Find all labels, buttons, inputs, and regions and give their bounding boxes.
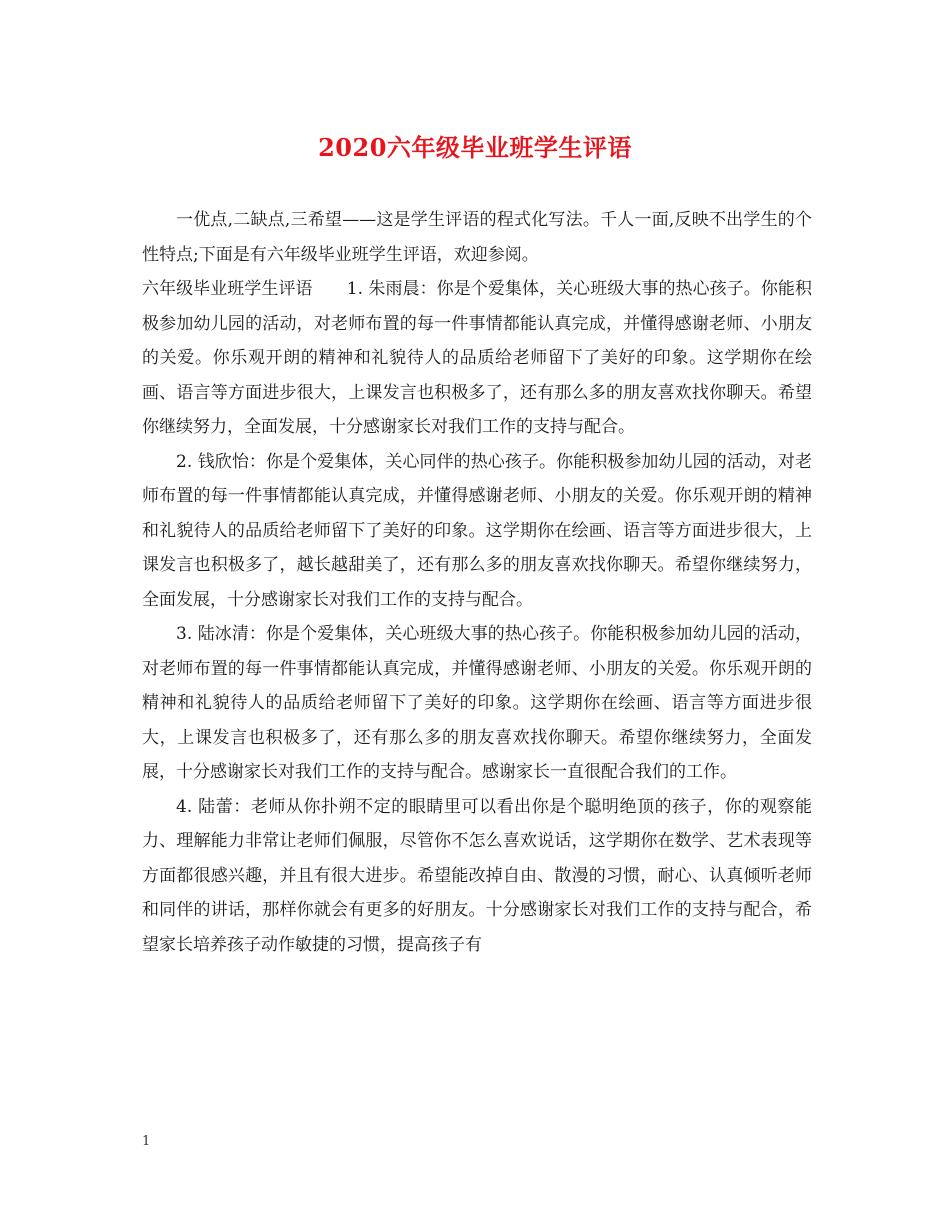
document-body [142,203,812,962]
page-number: 1 [142,1134,151,1149]
comment-paragraph-1: 六年级毕业班学生评语 1. 朱雨晨：你是个爱集体，关心班级大事的热心孩子。你能积极参加幼儿园的活动，对老师布置的每一件事情都能认真完成，并懂得感谢老师、小朋友的关爱。你乐观开朗的精神和礼貌待人的品质给老师留下了美好的印象。这学期你在绘画、语言等方面进步很大，上课发言也积极多了，还有那么多的朋友喜欢找你聊天。希望你继续努力，全面发展，十分感谢家长对我们工作的支持与配合。 [142,279,812,437]
intro-paragraph: 一优点,二缺点,三希望——这是学生评语的程式化写法。千人一面,反映不出学生的个性特点;下面是有六年级毕业班学生评语，欢迎参阅。 [142,210,812,265]
comment-paragraph-4: 4. 陆蕾：老师从你扑朔不定的眼睛里可以看出你是个聪明绝顶的孩子，你的观察能力、理解能力非常让老师们佩服，尽管你不怎么喜欢说话，这学期你在数学、艺术表现等方面都很感兴趣，并且有很大进步。希望能改掉自由、散漫的习惯，耐心、认真倾听老师和同伴的讲话，那样你就会有更多的好朋友。十分感谢家长对我们工作的支持与配合，希望家长培养孩子动作敏捷的习惯，提高孩子有 [142,796,812,955]
document-title: 2020六年级毕业班学生评语 [318,133,632,162]
comment-paragraph-3: 3. 陆冰清：你是个爱集体，关心班级大事的热心孩子。你能积极参加幼儿园的活动，对老师布置的每一件事情都能认真完成，并懂得感谢老师、小朋友的关爱。你乐观开朗的精神和礼貌待人的品质给老师留下了美好的印象。这学期你在绘画、语言等方面进步很大，上课发言也积极多了，还有那么多的朋友喜欢找你聊天。希望你继续努力，全面发展，十分感谢家长对我们工作的支持与配合。感谢家长一直很配合我们的工作。 [142,624,812,782]
comment-paragraph-2: 2. 钱欣怡：你是个爱集体，关心同伴的热心孩子。你能积极参加幼儿园的活动，对老师布置的每一件事情都能认真完成，并懂得感谢老师、小朋友的关爱。你乐观开朗的精神和礼貌待人的品质给老师留下了美好的印象。这学期你在绘画、语言等方面进步很大，上课发言也积极多了，越长越甜美了，还有那么多的朋友喜欢找你聊天。希望你继续努力，全面发展，十分感谢家长对我们工作的支持与配合。 [142,451,812,610]
